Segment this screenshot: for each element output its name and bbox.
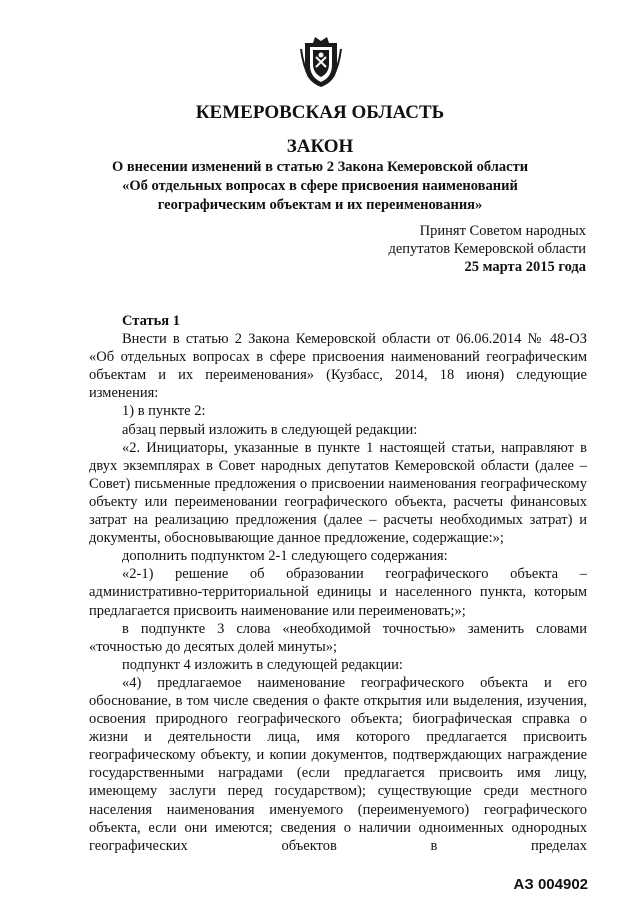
adoption-date: 25 марта 2015 года xyxy=(464,259,586,275)
law-title-line: О внесении изменений в статью 2 Закона Кемеровской области xyxy=(111,159,529,175)
region-name: КЕМЕРОВСКАЯ ОБЛАСТЬ xyxy=(195,102,445,123)
law-title xyxy=(0,158,640,215)
paragraph: Внести в статью 2 Закона Кемеровской области от 06.06.2014 № 48-ОЗ «Об отдельных вопросах в сфере присвоения наименований географическим объектам и их переименования» (Кузбасс, 2014, 18 июня) следующие изменения: xyxy=(89,331,587,402)
paragraph: «4) предлагаемое наименование географического объекта и его обоснование, в том числе сведения о факте открытия или выделения, изучения, освоения природного географического объекта; биографическая справка о жизни и деятельности лица, имя которого предлагается присвоить географическому объекту, и копии документов, подтверждающих награждение государственными наградами (если предлагается присвоить имя лицу, имеющему заслуги перед государством); существующие среди местного населения наименования именуемого (переименуемого) географического объекта, если они имеются; сведения о наличии одноименных однородных географических объектов в пределах xyxy=(89,674,587,854)
paragraph: «2. Инициаторы, указанные в пункте 1 настоящей статьи, направляют в двух экземплярах в Совет народных депутатов Кемеровской области (далее – Совет) письменные предложения о присвоении наименования географическому объекту или переименовании географического объекта, расчеты финансовых затрат на реализацию предложения (далее – расчеты необходимых затрат) и документы, обосновывающие данное предложение, содержащие:»; xyxy=(89,439,587,547)
law-body xyxy=(89,312,587,855)
paragraph: «2-1) решение об образовании географического объекта – административно-территориальной единицы и населенного пункта, которым предлагается присвоить наименование или переименовать;»; xyxy=(89,566,587,619)
paragraph: подпункт 4 изложить в следующей редакции: xyxy=(122,656,403,673)
document-type: ЗАКОН xyxy=(286,136,354,157)
adoption-block xyxy=(286,222,586,276)
adopted-by-line: Принят Советом народных xyxy=(419,223,586,239)
paragraph: в подпункте 3 слова «необходимой точностью» заменить словами «точностью до десятых долей минуты»; xyxy=(89,620,587,655)
paragraph: дополнить подпунктом 2-1 следующего содержания: xyxy=(122,548,448,565)
coat-of-arms-icon xyxy=(299,35,343,89)
paragraph: абзац первый изложить в следующей редакции: xyxy=(122,421,418,438)
law-title-line: «Об отдельных вопросах в сфере присвоения наименований xyxy=(122,178,518,194)
paragraph: 1) в пункте 2: xyxy=(122,403,206,420)
adopted-by-line: депутатов Кемеровской области xyxy=(388,241,586,257)
serial-number: АЗ 004902 xyxy=(513,876,588,893)
law-title-line: географическим объектам и их переименования» xyxy=(157,197,483,213)
article-heading: Статья 1 xyxy=(122,313,180,329)
